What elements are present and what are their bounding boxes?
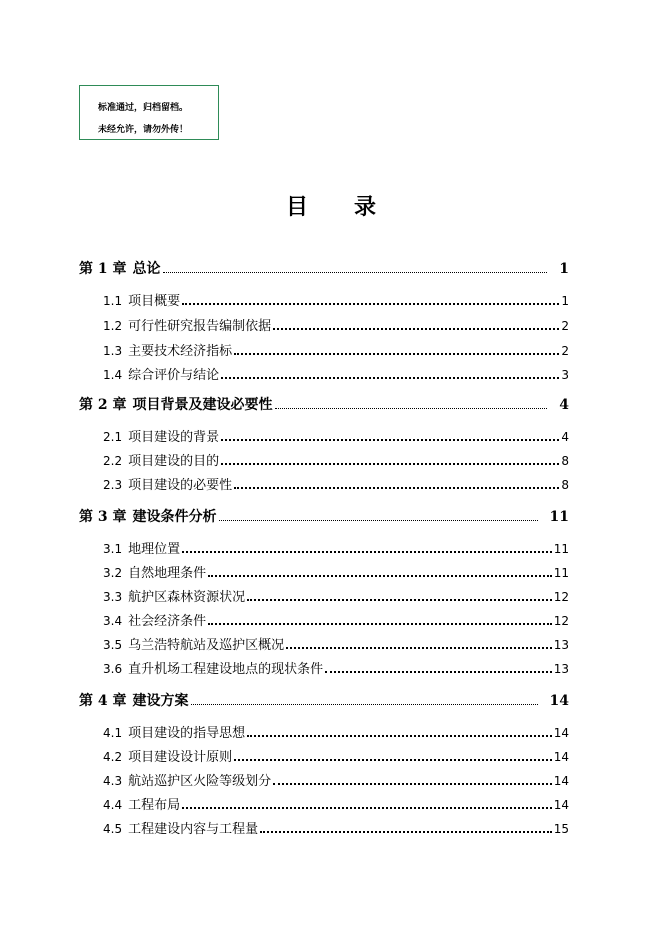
toc-section-row[interactable]: [103, 426, 569, 445]
toc-entry-label: 项目概要: [128, 294, 181, 309]
toc-dot-leader: [247, 599, 552, 601]
toc-entry-number: 3.3: [103, 590, 123, 604]
toc-entry-number: 1.3: [103, 344, 123, 358]
toc-entry-number: 4.5: [103, 822, 123, 836]
toc-entry-label: 自然地理条件: [128, 566, 207, 581]
toc-section-row[interactable]: [103, 770, 569, 789]
toc-section-row[interactable]: [103, 340, 569, 359]
toc-entry-label: 工程布局: [128, 798, 181, 813]
toc-entry-label: 项目建设的背景: [128, 430, 220, 445]
toc-page-number: 13: [553, 638, 569, 652]
toc-entry-label: 项目建设的目的: [128, 454, 220, 469]
toc-section-row[interactable]: [103, 586, 569, 605]
toc-page-number: 1: [559, 261, 569, 277]
toc-entry-number: 2.1: [103, 430, 123, 444]
toc-dot-leader: [221, 463, 559, 465]
toc-dot-leader: [286, 647, 552, 649]
toc-section-row[interactable]: [103, 364, 569, 383]
toc-section-row[interactable]: [103, 290, 569, 309]
toc-entry-label: 项目建设的必要性: [128, 478, 233, 493]
toc-section-row[interactable]: [103, 722, 569, 741]
toc-entry-number: 4.3: [103, 774, 123, 788]
toc-dot-leader: [221, 377, 559, 379]
toc-dot-leader: [219, 520, 538, 521]
toc-section-row[interactable]: [103, 746, 569, 765]
toc-entry-label: 地理位置: [128, 542, 181, 557]
toc-page-number: 11: [553, 566, 569, 580]
toc-entry-number: 第 1 章: [79, 261, 127, 277]
toc-entry-number: 1.4: [103, 368, 123, 382]
toc-dot-leader: [208, 623, 552, 625]
toc-dot-leader: [191, 704, 538, 705]
toc-page-number: 14: [553, 726, 569, 740]
toc-section-row[interactable]: [103, 818, 569, 837]
toc-dot-leader: [182, 303, 559, 305]
toc-entry-label: 工程建设内容与工程量: [128, 822, 259, 837]
toc-dot-leader: [325, 671, 552, 673]
toc-section-row[interactable]: [103, 658, 569, 677]
toc-page-number: 11: [549, 509, 569, 525]
toc-dot-leader: [275, 408, 548, 409]
stamp-line-1: 标准通过，归档留档。: [98, 103, 189, 113]
toc-entry-number: 1.1: [103, 294, 123, 308]
toc-section-row[interactable]: [103, 450, 569, 469]
toc-page-number: 14: [549, 693, 569, 709]
toc-dot-leader: [234, 487, 559, 489]
toc-page-number: 14: [553, 750, 569, 764]
toc-dot-leader: [273, 328, 559, 330]
toc-page-number: 12: [553, 590, 569, 604]
toc-section-row[interactable]: [103, 794, 569, 813]
toc-entry-label: 主要技术经济指标: [128, 344, 233, 359]
toc-entry-label: 乌兰浩特航站及巡护区概况: [128, 638, 285, 653]
toc-page-number: 13: [553, 662, 569, 676]
toc-entry-label: 建设条件分析: [132, 509, 217, 525]
toc-page-number: 14: [553, 774, 569, 788]
toc-entry-number: 3.6: [103, 662, 123, 676]
toc-page-number: 14: [553, 798, 569, 812]
toc-entry-label: 直升机场工程建设地点的现状条件: [128, 662, 324, 677]
toc-dot-leader: [273, 783, 552, 785]
toc-entry-label: 航站巡护区火险等级划分: [128, 774, 272, 789]
toc-dot-leader: [221, 439, 559, 441]
toc-page-number: 3: [561, 368, 569, 382]
toc-entry-label: 可行性研究报告编制依据: [128, 319, 272, 334]
toc-entry-number: 4.2: [103, 750, 123, 764]
toc-entry-number: 3.4: [103, 614, 123, 628]
page-title: 目录: [285, 194, 422, 220]
toc-dot-leader: [163, 272, 548, 273]
toc-entry-number: 3.2: [103, 566, 123, 580]
toc-section-row[interactable]: [103, 315, 569, 334]
toc-chapter-row[interactable]: [79, 394, 569, 414]
toc-entry-label: 项目背景及建设必要性: [132, 397, 273, 413]
toc-entry-number: 3.5: [103, 638, 123, 652]
approval-stamp: [79, 85, 219, 140]
toc-entry-label: 建设方案: [132, 693, 189, 709]
toc-page-number: 4: [561, 430, 569, 444]
toc-entry-label: 社会经济条件: [128, 614, 207, 629]
toc-entry-number: 3.1: [103, 542, 123, 556]
toc-dot-leader: [234, 759, 552, 761]
toc-section-row[interactable]: [103, 634, 569, 653]
toc-dot-leader: [260, 831, 552, 833]
toc-section-row[interactable]: [103, 474, 569, 493]
toc-page-number: 2: [561, 319, 569, 333]
toc-entry-number: 1.2: [103, 319, 123, 333]
toc-entry-number: 第 4 章: [79, 693, 127, 709]
toc-dot-leader: [182, 807, 552, 809]
toc-entry-label: 综合评价与结论: [128, 368, 220, 383]
toc-entry-label: 项目建设的指导思想: [128, 726, 246, 741]
toc-page-number: 1: [561, 294, 569, 308]
toc-chapter-row[interactable]: [79, 506, 569, 526]
toc-page-number: 11: [553, 542, 569, 556]
toc-page-number: 15: [553, 822, 569, 836]
toc-page-number: 8: [561, 454, 569, 468]
toc-entry-label: 项目建设设计原则: [128, 750, 233, 765]
toc-entry-number: 第 3 章: [79, 509, 127, 525]
toc-section-row[interactable]: [103, 538, 569, 557]
toc-page-number: 8: [561, 478, 569, 492]
toc-section-row[interactable]: [103, 562, 569, 581]
toc-entry-number: 4.1: [103, 726, 123, 740]
toc-entry-label: 总论: [132, 261, 161, 277]
toc-page-number: 2: [561, 344, 569, 358]
toc-dot-leader: [234, 353, 559, 355]
toc-entry-number: 4.4: [103, 798, 123, 812]
toc-page-number: 4: [559, 397, 569, 413]
toc-entry-number: 2.2: [103, 454, 123, 468]
toc-chapter-row[interactable]: [79, 690, 569, 710]
toc-dot-leader: [208, 575, 552, 577]
toc-entry-number: 2.3: [103, 478, 123, 492]
toc-section-row[interactable]: [103, 610, 569, 629]
stamp-line-2: 未经允许，请勿外传！: [98, 125, 189, 135]
toc-dot-leader: [182, 551, 552, 553]
toc-dot-leader: [247, 735, 552, 737]
toc-page-number: 12: [553, 614, 569, 628]
toc-entry-number: 第 2 章: [79, 397, 127, 413]
toc-chapter-row[interactable]: [79, 258, 569, 278]
toc-entry-label: 航护区森林资源状况: [128, 590, 246, 605]
